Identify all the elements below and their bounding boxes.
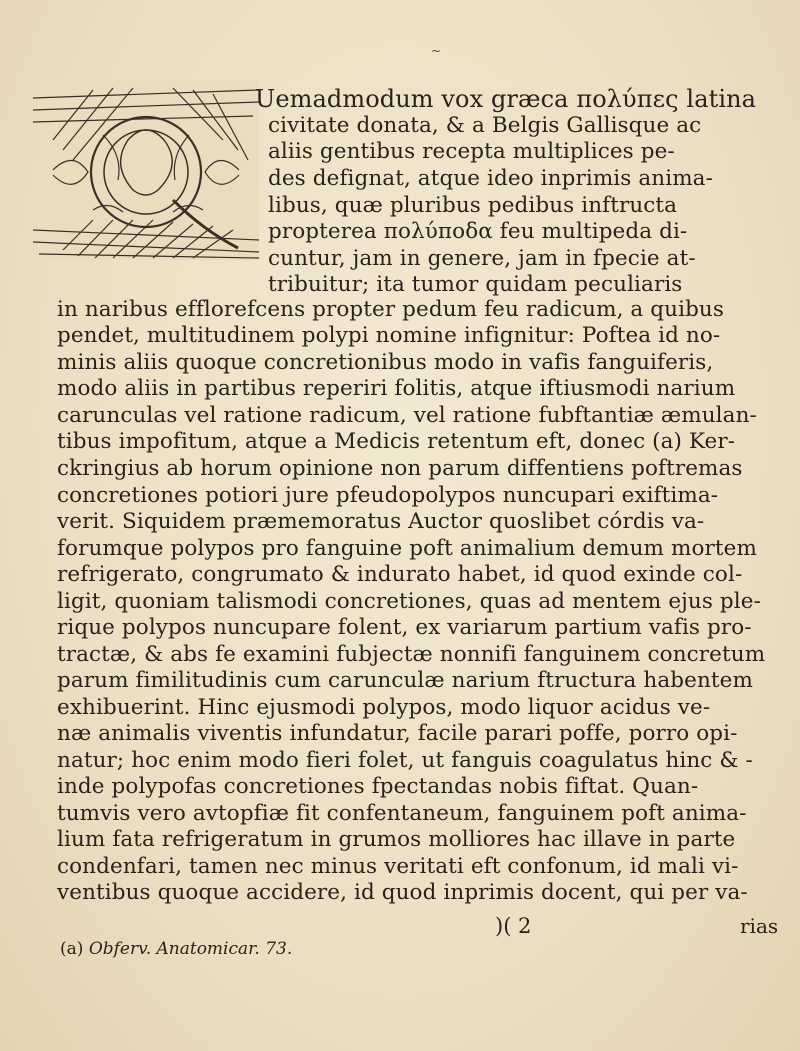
text-line-27: inde polypofas concretiones fpectandas nobis fiftat. Quan- bbox=[57, 774, 699, 799]
text-line-20: ligit, quoniam talismodi concretiones, quas ad mentem ejus ple- bbox=[57, 589, 761, 614]
text-line-24: exhibuerint. Hinc ejusmodi polypos, modo liquor acidus ve- bbox=[57, 695, 711, 720]
text-line-15: ckringius ab horum opinione non parum diffentiens poftremas bbox=[57, 456, 743, 481]
text-line-9: in naribus efflorefcens propter pedum feu radicum, a quibus bbox=[57, 297, 725, 322]
text-line-21: rique polypos nuncupare folent, ex variarum partium vafis pro- bbox=[57, 615, 752, 640]
text-line-30: condenfari, tamen nec minus veritati eft confonum, id mali vi- bbox=[57, 854, 739, 879]
text-line-19: refrigerato, congrumato & indurato habet, id quod exinde col- bbox=[57, 562, 743, 587]
text-line-5: libus, quæ pluribus pedibus inftructa bbox=[268, 193, 678, 218]
text-line-2: civitate donata, & a Belgis Gallisque ac bbox=[268, 113, 702, 138]
text-line-28: tumvis vero avtopfiæ fit confentaneum, fanguinem poft anima- bbox=[57, 801, 747, 826]
text-line-14: tibus impofitum, atque a Medicis retentum eft, donec (a) Ker- bbox=[57, 429, 736, 454]
text-line-25: næ animalis viventis infundatur, facile parari poffe, porro opi- bbox=[57, 721, 738, 746]
decorated-initial-q bbox=[33, 80, 259, 260]
text-line-4: des defignat, atque ideo inprimis anima- bbox=[268, 166, 713, 191]
footnote-marker: (a) bbox=[60, 939, 84, 959]
text-line-26: natur; hoc enim modo fieri folet, ut fanguis coagulatus hinc & - bbox=[57, 748, 753, 773]
text-line-17: verit. Siquidem præmemoratus Auctor quoslibet córdis va- bbox=[57, 509, 705, 534]
text-line-10: pendet, multitudinem polypi nomine infignitur: Poftea id no- bbox=[57, 323, 721, 348]
text-line-13: carunculas vel ratione radicum, vel ratione fubftantiæ æmulan- bbox=[57, 403, 757, 428]
footnote-reference: Obferv. Anatomicar. 73. bbox=[88, 939, 293, 959]
footnote bbox=[60, 938, 292, 960]
signature-mark: )( 2 bbox=[495, 914, 532, 938]
text-line-3: aliis gentibus recepta multiplices pe- bbox=[268, 139, 675, 164]
text-line-7: cuntur, jam in genere, jam in fpecie at- bbox=[268, 246, 696, 271]
text-line-22: tractæ, & abs fe examini fubjectæ nonnifi fanguinem concretum bbox=[57, 642, 766, 667]
text-line-6: propterea πολύποδα feu multipeda di- bbox=[268, 219, 688, 244]
top-mark: ~ bbox=[431, 44, 442, 58]
text-line-18: forumque polypos pro fanguine poft animalium demum mortem bbox=[57, 536, 757, 561]
text-line-31: ventibus quoque accidere, id quod inprimis docent, qui per va- bbox=[57, 880, 748, 905]
catchword: rias bbox=[740, 914, 779, 938]
text-line-23: parum fimilitudinis cum carunculæ narium ftructura habentem bbox=[57, 668, 753, 693]
text-line-1: Uemadmodum vox græca πολύπες latina bbox=[255, 85, 757, 113]
text-line-11: minis aliis quoque concretionibus modo in vafis fanguiferis, bbox=[57, 350, 714, 375]
text-line-12: modo aliis in partibus reperiri folitis, atque iftiusmodi narium bbox=[57, 376, 736, 401]
text-line-29: lium fata refrigeratum in grumos molliores hac illave in parte bbox=[57, 827, 736, 852]
text-line-16: concretiones potiori jure pfeudopolypos nuncupari exiftima- bbox=[57, 483, 719, 508]
text-line-8: tribuitur; ita tumor quidam peculiaris bbox=[268, 272, 683, 297]
